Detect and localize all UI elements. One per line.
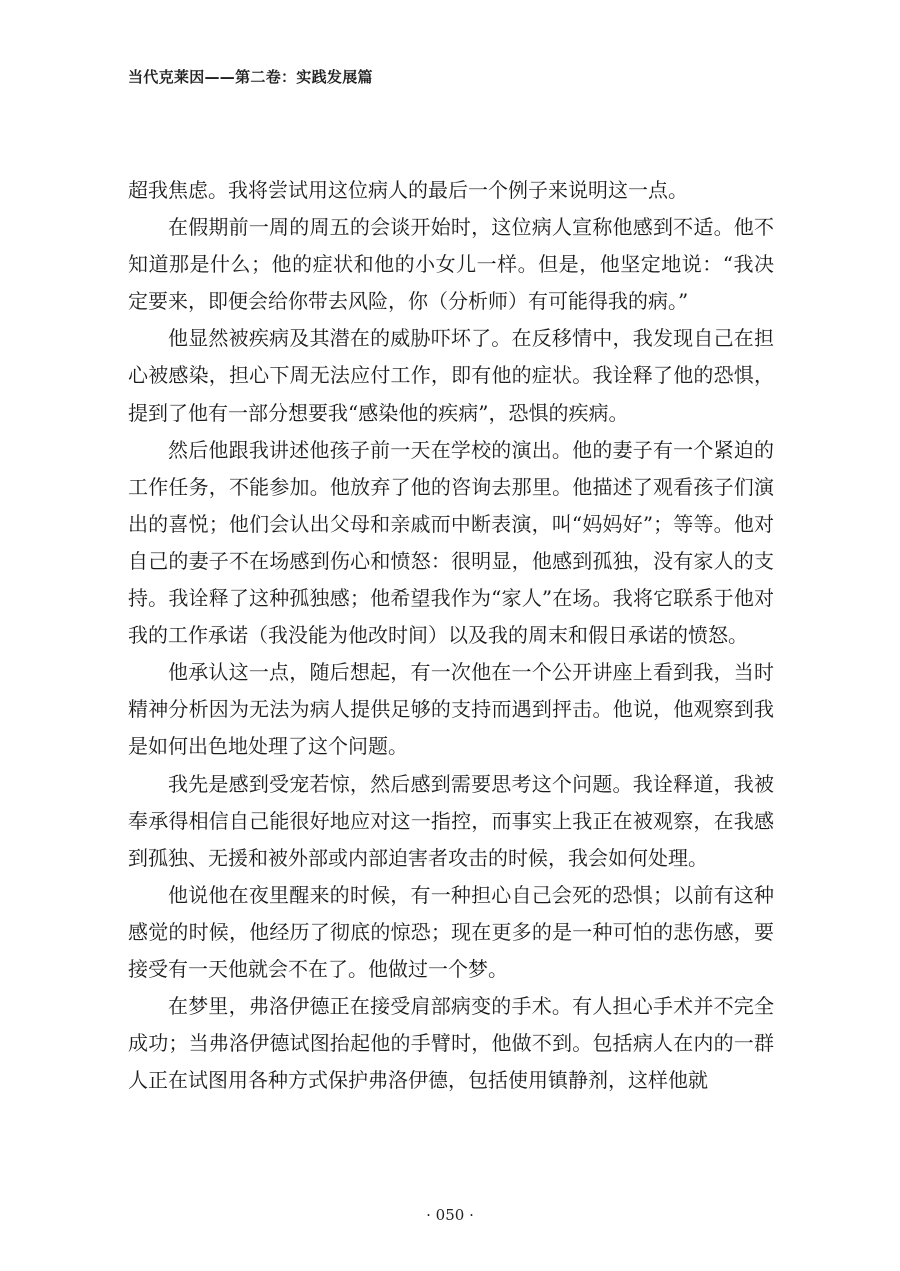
paragraph: 他显然被疾病及其潜在的威胁吓坏了。在反移情中，我发现自己在担心被感染，担心下周无法应付工作，即有他的症状。我诠释了他的恐惧，提到了他有一部分想要我“感染他的疾病”，恐惧的疾病。	[128, 326, 774, 425]
body-text	[128, 172, 774, 1099]
paragraph: 他说他在夜里醒来的时候，有一种担心自己会死的恐惧；以前有这种感觉的时候，他经历了彻底的惊恐；现在更多的是一种可怕的悲伤感，要接受有一天他就会不在了。他做过一个梦。	[128, 882, 774, 981]
paragraph: 在梦里，弗洛伊德正在接受肩部病变的手术。有人担心手术并不完全成功；当弗洛伊德试图抬起他的手臂时，他做不到。包括病人在内的一群人正在试图用各种方式保护弗洛伊德，包括使用镇静剂，这样他就	[128, 994, 774, 1093]
paragraph: 他承认这一点，随后想起，有一次他在一个公开讲座上看到我，当时精神分析因为无法为病人提供足够的支持而遇到抨击。他说，他观察到我是如何出色地处理了这个问题。	[128, 660, 774, 759]
paragraph: 然后他跟我讲述他孩子前一天在学校的演出。他的妻子有一个紧迫的工作任务，不能参加。他放弃了他的咨询去那里。他描述了观看孩子们演出的喜悦；他们会认出父母和亲戚而中断表演，叫“妈妈好”；等等。他对自己的妻子不在场感到伤心和愤怒：很明显，他感到孤独，没有家人的支持。我诠释了这种孤独感；他希望我作为“家人”在场。我将它联系于他对我的工作承诺（我没能为他改时间）以及我的周末和假日承诺的愤怒。	[128, 437, 774, 648]
page-number: · 050 ·	[426, 1206, 474, 1224]
paragraph: 我先是感到受宠若惊，然后感到需要思考这个问题。我诠释道，我被奉承得相信自己能很好地应对这一指控，而事实上我正在被观察，在我感到孤独、无援和被外部或内部迫害者攻击的时候，我会如何处理。	[128, 771, 774, 870]
running-head-title: 当代克莱因——第二卷：实践发展篇	[128, 68, 373, 86]
paragraph: 在假期前一周的周五的会谈开始时，这位病人宣称他感到不适。他不知道那是什么；他的症状和他的小女儿一样。但是，他坚定地说：“我决定要来，即便会给你带去风险，你（分析师）有可能得我的病。”	[128, 215, 774, 314]
paragraph-continued: 超我焦虑。我将尝试用这位病人的最后一个例子来说明这一点。	[128, 178, 688, 202]
